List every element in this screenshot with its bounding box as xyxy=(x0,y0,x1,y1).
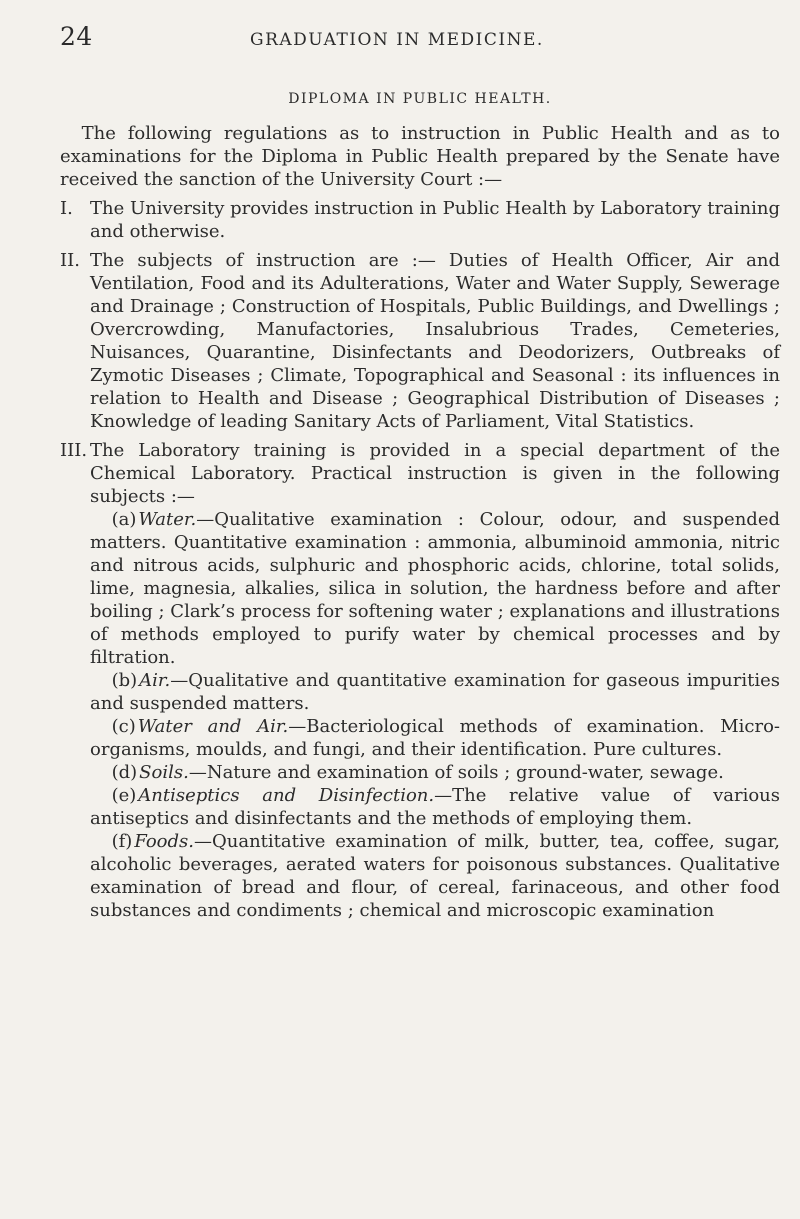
item-number: I. xyxy=(60,198,73,219)
subitem-label: (c) xyxy=(111,716,136,737)
subitem-label: (b) xyxy=(111,670,138,691)
subitem-title: Air. xyxy=(139,670,171,691)
subitem-title: Water. xyxy=(138,509,197,530)
numbered-item-1 xyxy=(60,197,780,243)
item-text: The University provides instruction in Public Health by Laboratory training and otherwise. xyxy=(90,198,780,242)
subitem-text: —Qualitative and quantitative examination for gaseous impurities and suspended matters. xyxy=(90,670,780,714)
subitem-foods xyxy=(90,830,780,922)
subitem-title: Water and Air. xyxy=(137,716,289,737)
subitem-text: —Qualitative examination : Colour, odour, and suspended matters. Quantitative examination : ammonia, albuminoid ammonia, nitric and nitrous acids, sulphuric and phosphoric acids, chlorine, total solids, lime, magnesia, alkalies, silica in solution, the hardness before and after boiling ; Clark’s process for softening water ; explanations and illustrations of methods employed to purify water by chemical processes and by filtration. xyxy=(90,509,780,668)
subitem-label: (d) xyxy=(111,762,138,783)
intro-paragraph: The following regulations as to instruction in Public Health and as to examinations for the Diploma in Public Health prepared by the Senate have received the sanction of the University Court :— xyxy=(60,123,780,190)
item-number: II. xyxy=(60,250,80,271)
subitem-air xyxy=(90,669,780,715)
main-content xyxy=(60,88,780,928)
numbered-item-3 xyxy=(60,439,780,922)
subitem-title: Soils. xyxy=(139,762,189,783)
page-number: 24 xyxy=(60,22,93,51)
subitem-text: —Bacteriological methods of examination. Micro-organisms, moulds, and fungi, and their identification. Pure cultures. xyxy=(90,716,781,760)
subitem-antiseptics xyxy=(90,784,780,830)
item-text: The Laboratory training is provided in a special department of the Chemical Laboratory. Practical instruction is given in the following subjects :— xyxy=(90,440,780,507)
subitem-title: Antiseptics and Disinfection. xyxy=(138,785,435,806)
page-header xyxy=(60,18,780,58)
subitem-water xyxy=(90,508,780,669)
item-body xyxy=(90,249,780,433)
item-body xyxy=(90,439,780,922)
subitem-text: —Nature and examination of soils ; ground-water, sewage. xyxy=(188,762,724,783)
subitem-water-and-air xyxy=(90,715,780,761)
subitem-label: (f) xyxy=(111,831,133,852)
running-head: GRADUATION IN MEDICINE. xyxy=(250,30,544,50)
subitem-title: Foods. xyxy=(134,831,194,852)
subitem-label: (e) xyxy=(111,785,137,806)
subitem-soils xyxy=(90,761,780,784)
subitem-label: (a) xyxy=(111,509,137,530)
item-number: III. xyxy=(60,440,88,461)
subitem-text: —The relative value of various antiseptics and disinfectants and the methods of employing them. xyxy=(90,785,780,829)
item-body xyxy=(90,197,780,243)
subitem-text: —Quantitative examination of milk, butter, tea, coffee, sugar, alcoholic beverages, aerated waters for poisonous substances. Qualitative examination of bread and flour, of cereal, farinaceous, and other food substances and condiments ; chemical and microscopic examination xyxy=(90,831,780,921)
section-title: DIPLOMA IN PUBLIC HEALTH. xyxy=(288,91,552,107)
item-text: The subjects of instruction are :— Duties of Health Officer, Air and Ventilation, Food and its Adulterations, Water and Water Supply, Sewerage and Drainage ; Construction of Hospitals, Public Buildings, and Dwellings ; Overcrowding, Manufactories, Insalubrious Trades, Cemeteries, Nuisances, Quarantine, Disinfectants and Deodorizers, Outbreaks of Zymotic Diseases ; Climate, Topographical and Seasonal : its influences in relation to Health and Disease ; Geographical Distribution of Diseases ; Knowledge of leading Sanitary Acts of Parliament, Vital Statistics. xyxy=(90,250,780,432)
numbered-item-2 xyxy=(60,249,780,433)
